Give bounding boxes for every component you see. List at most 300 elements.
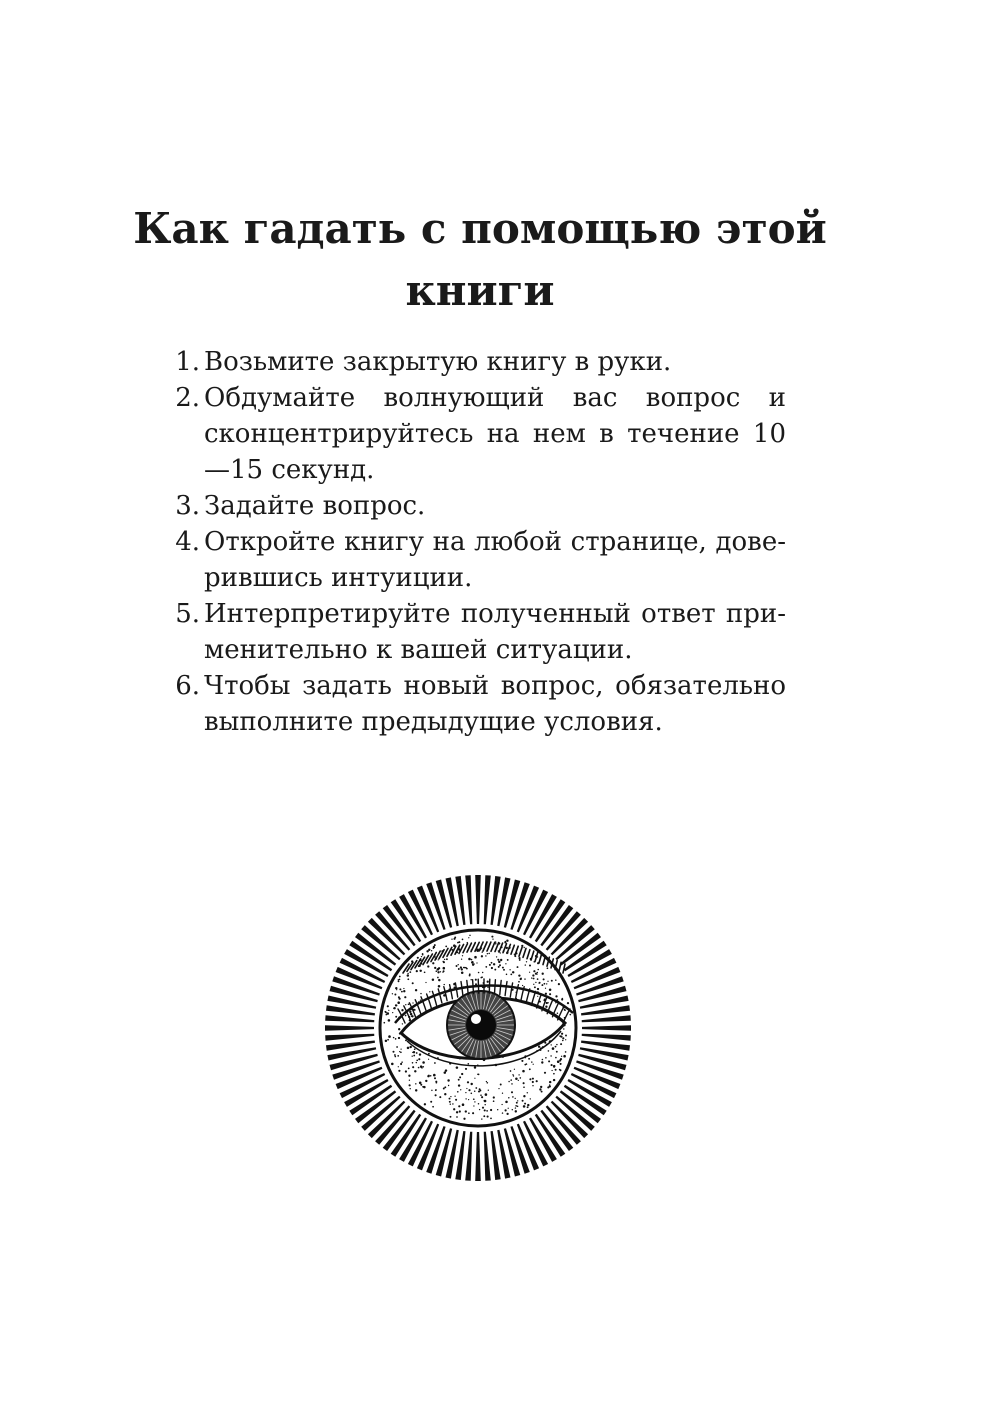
stipple-dot xyxy=(486,1081,487,1082)
stipple-dot xyxy=(392,1051,394,1053)
stipple-dot xyxy=(535,973,537,975)
sunburst-ray xyxy=(325,1025,374,1031)
stipple-dot xyxy=(450,1103,451,1104)
stipple-dot xyxy=(485,966,487,968)
stipple-dot xyxy=(535,982,536,983)
stipple-dot xyxy=(534,986,536,988)
stipple-dot xyxy=(399,976,401,978)
stipple-dot xyxy=(545,1006,547,1008)
stipple-dot xyxy=(420,999,421,1000)
stipple-dot xyxy=(401,1061,403,1063)
stipple-dot xyxy=(461,1073,463,1075)
stipple-dot xyxy=(498,1088,499,1089)
stipple-dot xyxy=(553,1065,555,1067)
stipple-dot xyxy=(398,1070,400,1072)
stipple-dot xyxy=(478,1090,480,1092)
stipple-dot xyxy=(409,971,411,973)
stipple-dot xyxy=(419,970,421,972)
stipple-dot xyxy=(451,939,452,940)
sunburst-ray xyxy=(475,1132,481,1181)
stipple-dot xyxy=(393,1037,394,1038)
stipple-dot xyxy=(400,1048,401,1049)
stipple-dot xyxy=(456,1066,459,1069)
stipple-dot xyxy=(443,970,445,972)
stipple-dot xyxy=(516,1102,518,1104)
stipple-dot xyxy=(387,1012,390,1015)
stipple-dot xyxy=(527,1106,529,1108)
stipple-dot xyxy=(475,979,477,981)
list-item xyxy=(158,488,786,524)
stipple-dot xyxy=(485,955,486,956)
stipple-dot xyxy=(405,1015,407,1017)
stipple-dot xyxy=(453,1108,455,1110)
stipple-dot xyxy=(558,983,560,985)
stipple-dot xyxy=(467,1081,469,1083)
stipple-dot xyxy=(459,1076,461,1078)
stipple-dot xyxy=(517,1100,518,1101)
stipple-dot xyxy=(465,1092,466,1093)
stipple-dot xyxy=(505,963,506,964)
stipple-dot xyxy=(523,1082,525,1084)
stipple-dot xyxy=(493,1100,495,1102)
stipple-dot xyxy=(428,1059,429,1060)
stipple-dot xyxy=(537,972,539,974)
stipple-dot xyxy=(482,1107,484,1109)
stipple-dot xyxy=(496,956,497,957)
stipple-dot xyxy=(532,1078,534,1080)
stipple-dot xyxy=(424,1103,426,1105)
stipple-dot xyxy=(518,1074,519,1075)
stipple-dot xyxy=(553,1073,555,1075)
stipple-dot xyxy=(412,1002,413,1003)
stipple-dot xyxy=(522,1100,524,1102)
stipple-dot xyxy=(487,981,489,983)
stipple-dot xyxy=(514,1069,515,1070)
stipple-dot xyxy=(458,1084,460,1086)
stipple-dot xyxy=(416,1062,417,1063)
stipple-dot xyxy=(478,972,480,974)
stipple-dot xyxy=(464,967,466,969)
stipple-dot xyxy=(563,1028,564,1029)
sunburst-ray xyxy=(582,1034,631,1041)
stipple-dot xyxy=(518,981,520,983)
stipple-dot xyxy=(468,1089,470,1091)
stipple-dot xyxy=(547,967,549,969)
stipple-dot xyxy=(407,974,409,976)
stipple-dot xyxy=(427,965,429,967)
eyelash xyxy=(473,980,474,994)
stipple-dot xyxy=(436,970,438,972)
stipple-dot xyxy=(458,1079,460,1081)
stipple-dot xyxy=(434,1062,436,1064)
stipple-dot xyxy=(419,1053,421,1055)
stipple-dot xyxy=(412,1066,414,1068)
stipple-dot xyxy=(388,1035,391,1038)
stipple-dot xyxy=(537,978,539,980)
stipple-dot xyxy=(500,952,501,953)
stipple-dot xyxy=(539,1088,541,1090)
stipple-dot xyxy=(515,1110,517,1112)
stipple-dot xyxy=(410,1013,413,1016)
stipple-dot xyxy=(409,1080,410,1081)
stipple-dot xyxy=(411,1015,413,1017)
step-text: Обдумайте волнующий вас вопрос и сконцентрируйтесь на нем в течение 10—15 секунд. xyxy=(204,383,786,485)
stipple-dot xyxy=(473,1105,474,1106)
stipple-dot xyxy=(432,1106,434,1108)
stipple-dot xyxy=(561,1056,562,1057)
stipple-dot xyxy=(425,982,426,983)
eyelash xyxy=(495,980,496,994)
stipple-dot xyxy=(413,1051,415,1053)
sunburst-ray xyxy=(475,875,481,924)
stipple-dot xyxy=(493,963,495,965)
stipple-dot xyxy=(437,977,439,979)
stipple-dot xyxy=(551,1064,553,1066)
stipple-dot xyxy=(505,1101,508,1104)
stipple-dot xyxy=(479,1109,480,1110)
stipple-dot xyxy=(446,958,448,960)
stipple-dot xyxy=(431,950,432,951)
stipple-dot xyxy=(436,1082,438,1084)
stipple-dot xyxy=(402,1023,403,1024)
stipple-dot xyxy=(403,988,404,989)
stipple-dot xyxy=(398,998,400,1000)
stipple-dot xyxy=(509,969,510,970)
stipple-dot xyxy=(433,948,434,949)
stipple-dot xyxy=(541,984,543,986)
stipple-dot xyxy=(497,959,499,961)
stipple-dot xyxy=(403,990,405,992)
stipple-dot xyxy=(397,1001,400,1004)
stipple-dot xyxy=(541,1091,543,1093)
sunburst-ray xyxy=(325,1015,374,1022)
stipple-dot xyxy=(498,966,500,968)
stipple-dot xyxy=(416,970,418,972)
stipple-dot xyxy=(551,1070,552,1071)
stipple-dot xyxy=(407,1047,410,1050)
stipple-dot xyxy=(437,968,440,971)
stipple-dot xyxy=(444,959,445,960)
stipple-dot xyxy=(531,977,532,978)
stipple-dot xyxy=(415,1089,417,1091)
stipple-dot xyxy=(567,1002,569,1004)
stipple-dot xyxy=(472,1112,474,1114)
stipple-dot xyxy=(440,971,441,972)
sunburst-ray xyxy=(325,1034,374,1041)
stipple-dot xyxy=(545,988,546,989)
stipple-dot xyxy=(533,1064,534,1065)
stipple-dot xyxy=(565,1051,567,1053)
stipple-dot xyxy=(474,1101,475,1102)
stipple-dot xyxy=(515,1107,516,1108)
stipple-dot xyxy=(547,1086,549,1088)
stipple-dot xyxy=(426,950,428,952)
stipple-dot xyxy=(537,969,539,971)
stipple-dot xyxy=(399,1051,400,1052)
stipple-dot xyxy=(475,1087,477,1089)
stipple-dot xyxy=(544,1072,546,1074)
stipple-dot xyxy=(432,979,434,981)
stipple-dot xyxy=(419,1082,422,1085)
stipple-dot xyxy=(461,971,464,974)
stipple-dot xyxy=(394,1054,396,1056)
stipple-dot xyxy=(408,1075,410,1077)
step-text: Задайте вопрос. xyxy=(204,491,426,521)
stipple-dot xyxy=(529,972,530,973)
stipple-dot xyxy=(517,1105,519,1107)
stipple-dot xyxy=(422,1086,424,1088)
stipple-dot xyxy=(414,1070,416,1072)
stipple-dot xyxy=(552,1047,555,1050)
stipple-dot xyxy=(527,1092,528,1093)
stipple-dot xyxy=(542,973,544,975)
stipple-dot xyxy=(468,1112,470,1114)
list-item xyxy=(158,596,786,668)
stipple-dot xyxy=(481,955,483,957)
brow-hair xyxy=(563,964,565,973)
stipple-dot xyxy=(512,1109,513,1110)
stipple-dot xyxy=(430,1075,432,1077)
stipple-dot xyxy=(522,1070,525,1073)
stipple-dot xyxy=(425,1080,427,1082)
stipple-dot xyxy=(395,1004,397,1006)
list-item xyxy=(158,668,786,740)
sunburst-ray xyxy=(484,1132,491,1181)
stipple-dot xyxy=(409,1084,411,1086)
stipple-dot xyxy=(515,1098,516,1099)
stipple-dot xyxy=(424,971,426,973)
stipple-dot xyxy=(551,980,553,982)
stipple-dot xyxy=(488,953,490,955)
stipple-dot xyxy=(502,967,504,969)
stipple-dot xyxy=(549,989,552,992)
stipple-dot xyxy=(482,972,483,973)
stipple-dot xyxy=(533,984,534,985)
stipple-dot xyxy=(418,1058,420,1060)
stipple-dot xyxy=(400,1063,402,1065)
stipple-dot xyxy=(500,1084,502,1086)
stipple-dot xyxy=(511,1091,513,1093)
step-number: 3. xyxy=(175,491,200,521)
stipple-dot xyxy=(560,1058,562,1060)
stipple-dot xyxy=(565,1039,566,1040)
step-number: 5. xyxy=(175,599,200,629)
stipple-dot xyxy=(510,1070,512,1072)
stipple-dot xyxy=(398,980,400,982)
stipple-dot xyxy=(462,1103,465,1106)
stipple-dot xyxy=(398,1066,399,1067)
stipple-dot xyxy=(487,1116,489,1118)
stipple-dot xyxy=(556,1051,558,1053)
stipple-dot xyxy=(486,1082,488,1084)
stipple-dot xyxy=(527,1104,529,1106)
stipple-dot xyxy=(445,1069,447,1071)
stipple-dot xyxy=(420,993,421,994)
stipple-dot xyxy=(484,1109,486,1111)
stipple-dot xyxy=(547,981,548,982)
stipple-dot xyxy=(444,984,445,985)
stipple-dot xyxy=(561,1033,563,1035)
stipple-dot xyxy=(555,1057,557,1059)
stipple-dot xyxy=(465,1068,467,1070)
stipple-dot xyxy=(468,1099,469,1100)
stipple-dot xyxy=(523,1095,525,1097)
stipple-dot xyxy=(517,966,519,968)
stipple-dot xyxy=(489,964,491,966)
stipple-dot xyxy=(470,1083,472,1085)
stipple-dot xyxy=(490,1109,492,1111)
stipple-dot xyxy=(483,1115,485,1117)
stipple-dot xyxy=(479,1088,481,1090)
stipple-dot xyxy=(430,1101,432,1103)
stipple-dot xyxy=(500,959,502,961)
stipple-dot xyxy=(546,983,547,984)
stipple-dot xyxy=(392,1012,393,1013)
stipple-dot xyxy=(417,957,419,959)
stipple-dot xyxy=(450,1096,451,1097)
stipple-dot xyxy=(557,1060,560,1063)
stipple-dot xyxy=(444,1086,446,1088)
stipple-dot xyxy=(526,961,527,962)
stipple-dot xyxy=(522,985,523,986)
stipple-dot xyxy=(520,977,522,979)
step-number: 6. xyxy=(175,671,200,701)
stipple-dot xyxy=(458,941,460,943)
stipple-dot xyxy=(467,1063,469,1065)
stipple-dot xyxy=(510,973,512,975)
stipple-dot xyxy=(462,955,463,956)
stipple-dot xyxy=(383,1022,385,1024)
stipple-dot xyxy=(491,936,493,938)
stipple-dot xyxy=(459,1110,461,1112)
step-number: 4. xyxy=(175,527,200,557)
stipple-dot xyxy=(460,1089,461,1090)
stipple-dot xyxy=(472,964,474,966)
stipple-dot xyxy=(490,1118,492,1120)
stipple-dot xyxy=(435,1094,437,1096)
stipple-dot xyxy=(429,991,430,992)
stipple-dot xyxy=(538,982,539,983)
stipple-dot xyxy=(480,1094,482,1096)
stipple-dot xyxy=(420,1084,422,1086)
stipple-dot xyxy=(394,994,396,996)
stipple-dot xyxy=(398,1037,400,1039)
stipple-dot xyxy=(498,961,500,963)
stipple-dot xyxy=(456,1111,458,1113)
stipple-dot xyxy=(395,987,397,989)
stipple-dot xyxy=(528,1058,530,1060)
stipple-dot xyxy=(420,1065,422,1067)
stipple-dot xyxy=(404,996,406,998)
stipple-dot xyxy=(537,996,538,997)
instruction-list xyxy=(158,344,786,740)
stipple-dot xyxy=(523,947,524,948)
stipple-dot xyxy=(471,1093,473,1095)
stipple-dot xyxy=(529,964,531,966)
brow-hair xyxy=(559,962,561,971)
stipple-dot xyxy=(452,1103,453,1104)
stipple-dot xyxy=(529,1068,531,1070)
sunburst-ray xyxy=(465,1132,472,1181)
stipple-dot xyxy=(519,1077,521,1079)
stipple-dot xyxy=(562,1040,564,1042)
sunburst-ray xyxy=(582,1025,631,1031)
stipple-dot xyxy=(555,979,557,981)
stipple-dot xyxy=(391,1063,394,1066)
stipple-dot xyxy=(449,1101,451,1103)
stipple-dot xyxy=(533,970,535,972)
stipple-dot xyxy=(544,983,546,985)
stipple-dot xyxy=(421,956,422,957)
stipple-dot xyxy=(471,959,473,961)
stipple-dot xyxy=(456,965,458,967)
stipple-dot xyxy=(555,1069,557,1071)
stipple-dot xyxy=(488,1090,489,1091)
step-text: Возьмите закрытую книгу в руки. xyxy=(204,347,672,377)
stipple-dot xyxy=(442,961,443,962)
stipple-dot xyxy=(473,1098,475,1100)
stipple-dot xyxy=(503,969,505,971)
stipple-dot xyxy=(422,1066,424,1068)
stipple-dot xyxy=(542,1059,544,1061)
stipple-dot xyxy=(387,1039,389,1041)
stipple-dot xyxy=(471,962,473,964)
stipple-dot xyxy=(434,1077,436,1079)
stipple-dot xyxy=(513,1075,514,1076)
stipple-dot xyxy=(549,1081,551,1083)
stipple-dot xyxy=(538,1046,540,1048)
stipple-dot xyxy=(443,967,446,970)
stipple-dot xyxy=(487,987,488,988)
stipple-dot xyxy=(458,964,459,965)
stipple-dot xyxy=(560,1035,562,1037)
stipple-dot xyxy=(413,1055,415,1057)
sunburst-ray xyxy=(582,1015,631,1022)
stipple-dot xyxy=(555,1046,557,1048)
stipple-dot xyxy=(560,1043,562,1045)
sunburst-ray xyxy=(465,875,472,924)
stipple-dot xyxy=(444,1093,446,1095)
stipple-dot xyxy=(398,979,399,980)
stipple-dot xyxy=(506,939,508,941)
stipple-dot xyxy=(515,1077,518,1080)
stipple-dot xyxy=(486,1110,488,1112)
stipple-dot xyxy=(454,937,456,939)
stipple-dot xyxy=(526,1063,528,1065)
stipple-dot xyxy=(515,1105,517,1107)
stipple-dot xyxy=(409,1046,411,1048)
stipple-dot xyxy=(570,1014,572,1016)
stipple-dot xyxy=(484,1104,485,1105)
stipple-dot xyxy=(550,1055,551,1056)
stipple-dot xyxy=(478,1103,480,1105)
stipple-dot xyxy=(470,979,471,980)
stipple-dot xyxy=(529,1078,531,1080)
stipple-dot xyxy=(493,1096,495,1098)
stipple-dot xyxy=(497,1109,498,1110)
stipple-dot xyxy=(445,946,447,948)
stipple-dot xyxy=(388,1019,391,1022)
stipple-dot xyxy=(401,991,403,993)
stipple-dot xyxy=(469,935,470,936)
stipple-dot xyxy=(502,1093,503,1094)
stipple-dot xyxy=(447,1079,449,1081)
stipple-dot xyxy=(412,1062,414,1064)
stipple-dot xyxy=(499,964,501,966)
stipple-dot xyxy=(450,1116,452,1118)
stipple-dot xyxy=(422,1061,425,1064)
eyelash xyxy=(478,979,479,993)
